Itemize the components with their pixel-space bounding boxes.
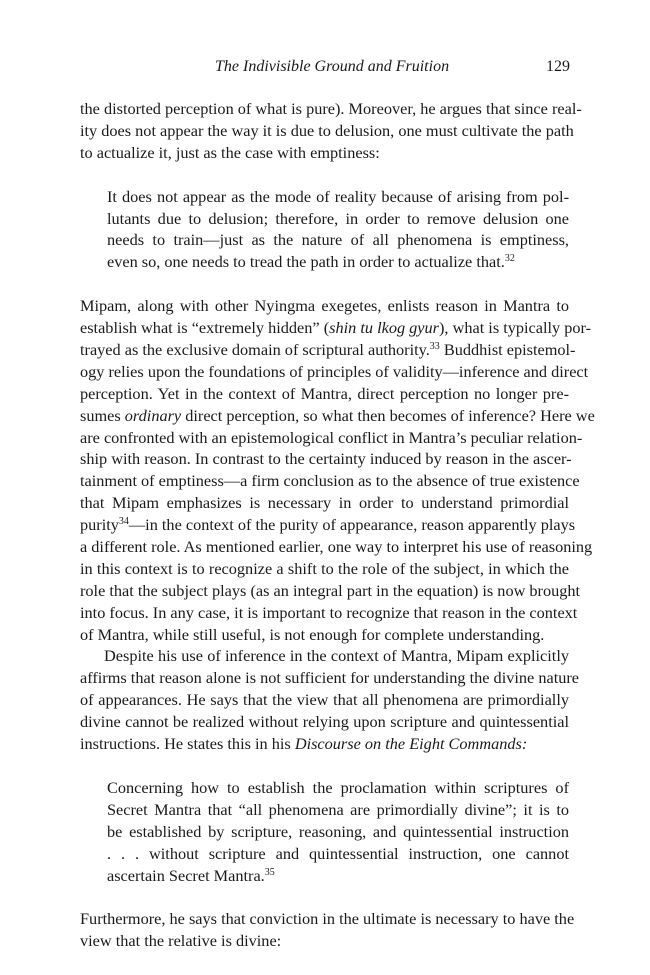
- text-line: [80, 98, 582, 120]
- line-text: trayed as the exclusive domain of scriptural authority.: [80, 340, 430, 360]
- paragraph: [80, 908, 575, 952]
- line-text: Mipam, along with other Nyingma exegetes, enlists reason in Mantra to: [80, 296, 569, 316]
- line-text: view that the relative is divine:: [80, 931, 282, 951]
- line-text: tainment of emptiness—a firm conclusion as to the absence of true existence: [80, 471, 580, 491]
- line-text: ascertain Secret Mantra.: [107, 865, 265, 885]
- line-text: affirms that reason alone is not sufficient for understanding the divine nature: [80, 668, 580, 688]
- text-line: [80, 142, 569, 164]
- running-title: The Indivisible Ground and Fruition: [215, 58, 450, 75]
- line-text: the distorted perception of what is pure). Moreover, he argues that since real-: [80, 99, 582, 118]
- text-line: [107, 777, 569, 799]
- paragraph: [80, 295, 595, 755]
- paragraph-gap: [80, 755, 569, 777]
- text-line: [80, 427, 583, 449]
- text-line: [80, 689, 569, 711]
- line-text: into focus. In any case, it is important to recognize that reason in the context: [80, 602, 578, 622]
- line-text-after: direct perception, so what then becomes of inference? Here we: [181, 405, 595, 425]
- line-text: be established by scripture, reasoning, and quintessential instruction: [107, 821, 569, 841]
- paragraph-gap: [80, 886, 569, 908]
- line-text: perception. Yet in the context of Mantra, direct perception no longer pre-: [80, 383, 569, 403]
- line-text: divine cannot be realized without relying upon scripture and quintessential: [80, 712, 569, 732]
- line-text: a different role. As mentioned earlier, one way to interpret his use of reasoning: [80, 537, 593, 557]
- text-line: [80, 536, 593, 558]
- italic-text: Discourse on the Eight Commands:: [294, 734, 528, 754]
- text-line: [107, 186, 569, 208]
- line-text: are confronted with an epistemological conflict in Mantra’s peculiar relation-: [80, 427, 583, 447]
- line-text: to actualize it, just as the case with emptiness:: [80, 142, 380, 162]
- line-text: that Mipam emphasizes is necessary in order to understand primordial: [80, 493, 569, 513]
- running-head: [0, 58, 650, 82]
- text-line: [80, 405, 595, 427]
- text-line: [80, 295, 569, 317]
- line-text: lutants due to delusion; therefore, in order to remove delusion one: [107, 208, 569, 228]
- text-line: [80, 908, 575, 930]
- line-text: role that the subject plays (as an integral part in the equation) is now brought: [80, 580, 581, 600]
- text-line: [107, 229, 569, 251]
- text-line: [107, 251, 569, 273]
- text-line: [80, 339, 576, 361]
- text-line: [80, 558, 569, 580]
- line-text: needs to train—just as the nature of all phenomena is emptiness,: [107, 230, 569, 250]
- text-line: [80, 448, 572, 470]
- text-line: [80, 317, 592, 339]
- line-text: Despite his use of inference in the context of Mantra, Mipam explicitly: [104, 646, 569, 666]
- paragraph: [80, 98, 582, 164]
- line-text: ity does not appear the way it is due to delusion, one must cultivate the path: [80, 120, 574, 140]
- line-text: instructions. He states this in his: [80, 734, 295, 754]
- line-text: purity: [80, 515, 119, 535]
- text-line: [107, 865, 569, 887]
- line-text: establish what is “extremely hidden” (: [80, 318, 330, 338]
- line-text: . . . without scripture and quintessential instruction, one cannot: [107, 843, 569, 863]
- line-text: Concerning how to establish the proclamation within scriptures of: [107, 777, 569, 797]
- line-text: of Mantra, while still useful, is not enough for complete understanding.: [80, 624, 545, 644]
- text-line: [80, 645, 569, 667]
- paragraph-gap: [80, 273, 569, 295]
- block-quote: [107, 777, 569, 886]
- text-line: [80, 120, 574, 142]
- block-quote: [107, 186, 569, 274]
- text-line: [107, 208, 569, 230]
- line-text: in this context is to recognize a shift to the role of the subject, in which the: [80, 558, 569, 578]
- line-text: ogy relies upon the foundations of principles of validity—inference and direct: [80, 361, 589, 381]
- text-line: [107, 799, 569, 821]
- line-text: ship with reason. In contrast to the certainty induced by reason in the ascer-: [80, 449, 572, 469]
- body-text: [80, 98, 595, 952]
- line-text-after: —in the context of the purity of appearance, reason apparently plays: [128, 515, 576, 535]
- text-line: [80, 667, 580, 689]
- line-text: Furthermore, he says that conviction in the ultimate is necessary to have the: [80, 909, 575, 929]
- line-text: It does not appear as the mode of reality because of arising from pol-: [107, 186, 569, 206]
- line-text: even so, one needs to tread the path in order to actualize that.: [107, 252, 505, 272]
- text-line: [80, 514, 576, 536]
- line-text: sumes: [80, 405, 125, 425]
- text-line: [80, 733, 569, 755]
- footnote-ref[interactable]: 33: [429, 341, 440, 353]
- text-line: [107, 821, 569, 843]
- footnote-ref[interactable]: 34: [118, 516, 129, 528]
- text-line: [80, 602, 578, 624]
- text-line: [80, 711, 569, 733]
- text-line: [80, 492, 569, 514]
- text-line: [80, 383, 569, 405]
- paragraph-gap: [80, 164, 569, 186]
- text-line: [80, 930, 569, 952]
- line-text: Secret Mantra that “all phenomena are primordially divine”; it is to: [107, 799, 569, 819]
- page-number: 129: [546, 58, 570, 75]
- footnote-ref[interactable]: 35: [264, 866, 275, 878]
- text-line: [107, 843, 569, 865]
- italic-text: shin tu lkog gyur: [329, 318, 440, 338]
- line-text-after: Buddhist epistemol-: [439, 340, 576, 360]
- text-line: [80, 361, 589, 383]
- line-text-after: ), what is typically por-: [439, 318, 592, 338]
- text-line: [80, 580, 581, 602]
- italic-text: ordinary: [124, 405, 182, 425]
- text-line: [80, 470, 580, 492]
- footnote-ref[interactable]: 32: [504, 253, 515, 265]
- text-line: [80, 624, 569, 646]
- line-text: of appearances. He says that the view that all phenomena are primordially: [80, 690, 569, 710]
